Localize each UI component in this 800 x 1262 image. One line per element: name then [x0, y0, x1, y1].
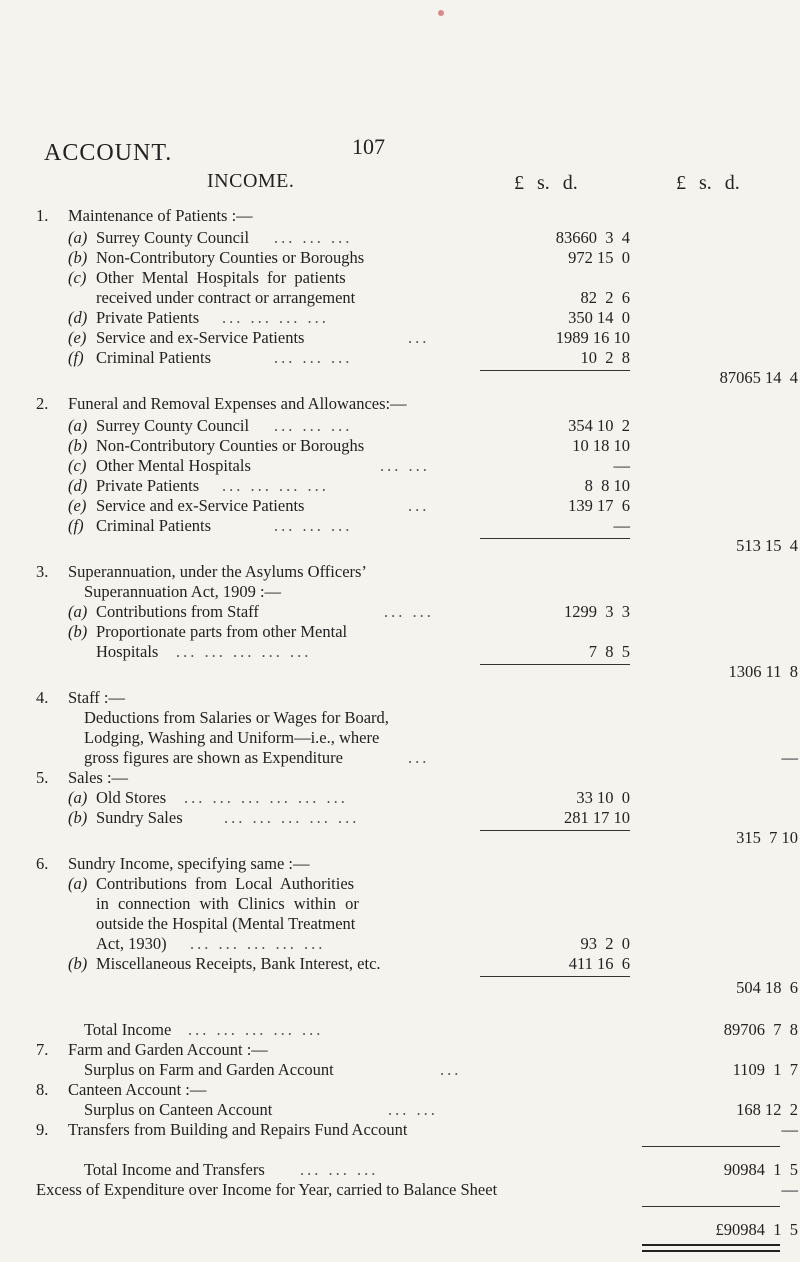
- item-label: Act, 1930): [96, 934, 167, 953]
- item-row: [0, 516, 800, 536]
- subtotal-amount: 82 2 6: [580, 288, 630, 307]
- item-label: Non-Contributory Counties or Boroughs: [96, 248, 365, 267]
- item-letter: (b): [68, 436, 88, 455]
- item-row: [0, 874, 800, 894]
- item-row: [0, 348, 800, 368]
- item-label: Private Patients: [96, 476, 200, 495]
- total-amount: —: [781, 1180, 798, 1199]
- item-letter: (a): [68, 602, 88, 621]
- subtotal-amount: 10 2 8: [580, 348, 630, 367]
- item-label: received under contract or arrangement: [96, 288, 356, 307]
- item-label: Canteen Account :—: [68, 1080, 207, 1099]
- item-row: [0, 954, 800, 974]
- item-label: Contributions from Staff: [96, 602, 259, 621]
- section-total-row: [0, 828, 800, 848]
- subtotal-amount: —: [613, 456, 630, 475]
- item-label: Excess of Expenditure over Income for Year, carried to Balance Sheet: [36, 1180, 498, 1199]
- item-row: [0, 708, 800, 728]
- item-row: [0, 728, 800, 748]
- item-label: Maintenance of Patients :—: [68, 206, 253, 225]
- total-amount: —: [781, 748, 798, 767]
- item-label: Criminal Patients: [96, 348, 212, 367]
- item-number: 1.: [36, 206, 49, 225]
- item-label: Proportionate parts from other Mental: [96, 622, 348, 641]
- item-label: Superannuation, under the Asylums Officers’: [68, 562, 367, 581]
- page-number: 107: [352, 134, 385, 159]
- item-row: [0, 1060, 800, 1080]
- subtotal-amount: 972 15 0: [568, 248, 630, 267]
- item-row: [0, 228, 800, 248]
- item-row: [0, 456, 800, 476]
- total-rule: [642, 1146, 780, 1147]
- item-label: in connection with Clinics within or: [96, 894, 359, 913]
- total-rule: [642, 1206, 780, 1207]
- total-amount: 315 7 10: [736, 828, 798, 847]
- grand-total-row: [0, 1220, 800, 1240]
- item-number: 6.: [36, 854, 49, 873]
- item-number: 4.: [36, 688, 49, 707]
- item-label: Surrey County Council: [96, 416, 250, 435]
- total-amount: 89706 7 8: [723, 1020, 798, 1039]
- subtotal-amount: 281 17 10: [564, 808, 630, 827]
- item-row: [0, 934, 800, 954]
- item-label: Hospitals: [96, 642, 159, 661]
- item-letter: (f): [68, 348, 84, 367]
- item-label: Total Income and Transfers: [84, 1160, 265, 1179]
- item-row: [0, 748, 800, 768]
- item-number: 5.: [36, 768, 49, 787]
- leader-dots: ... ... ... ... ... ...: [184, 788, 348, 807]
- section-total-row: [0, 662, 800, 682]
- item-row: [0, 268, 800, 288]
- item-label: Sales :—: [68, 768, 129, 787]
- item-number: 7.: [36, 1040, 49, 1059]
- item-row: [0, 206, 800, 226]
- item-row: [0, 394, 800, 414]
- item-row: [0, 1120, 800, 1140]
- item-row: [0, 808, 800, 828]
- leader-dots: ... ... ... ... ...: [188, 1020, 324, 1039]
- subtotal-rule: [480, 976, 630, 977]
- item-label: Deductions from Salaries or Wages for Board,: [84, 708, 389, 727]
- item-row: [0, 328, 800, 348]
- item-number: 8.: [36, 1080, 49, 1099]
- item-label: Transfers from Building and Repairs Fund Account: [68, 1120, 408, 1139]
- item-label: Other Mental Hospitals for patients: [96, 268, 346, 287]
- item-label: Farm and Garden Account :—: [68, 1040, 268, 1059]
- item-label: Sundry Income, specifying same :—: [68, 854, 310, 873]
- section-title-income: INCOME.: [207, 170, 295, 192]
- item-letter: (e): [68, 496, 87, 515]
- leader-dots: ... ... ... ... ...: [224, 808, 360, 827]
- item-letter: (a): [68, 416, 88, 435]
- item-row: [0, 496, 800, 516]
- item-label: Funeral and Removal Expenses and Allowances:—: [68, 394, 407, 413]
- total-amount: 1109 1 7: [732, 1060, 798, 1079]
- leader-dots: ... ... ... ... ...: [190, 934, 326, 953]
- item-row: [0, 894, 800, 914]
- item-row: [0, 416, 800, 436]
- item-row: [0, 1080, 800, 1100]
- leader-dots: ...: [408, 496, 430, 515]
- leader-dots: ...: [440, 1060, 462, 1079]
- column-header-totals: £ s. d.: [676, 172, 740, 194]
- item-label: Service and ex-Service Patients: [96, 328, 305, 347]
- item-row: [0, 622, 800, 642]
- item-number: 3.: [36, 562, 49, 581]
- column-header-subtotals: £ s. d.: [514, 172, 578, 194]
- section-total-row: [0, 536, 800, 556]
- item-label: Sundry Sales: [96, 808, 183, 827]
- leader-dots: ... ... ...: [274, 228, 353, 247]
- item-label: Old Stores: [96, 788, 167, 807]
- leader-dots: ... ... ... ...: [222, 308, 329, 327]
- subtotal-amount: 83660 3 4: [555, 228, 630, 247]
- item-label: Service and ex-Service Patients: [96, 496, 305, 515]
- subtotal-amount: 33 10 0: [576, 788, 630, 807]
- subtotal-amount: —: [613, 516, 630, 535]
- item-number: 2.: [36, 394, 49, 413]
- item-label: Staff :—: [68, 688, 125, 707]
- section-total-row: [0, 978, 800, 998]
- total-amount: 168 12 2: [736, 1100, 798, 1119]
- item-letter: (a): [68, 228, 88, 247]
- total-amount: 87065 14 4: [719, 368, 798, 387]
- leader-dots: ... ...: [388, 1100, 438, 1119]
- leader-dots: ... ...: [380, 456, 430, 475]
- total-amount: 90984 1 5: [723, 1160, 798, 1179]
- subtotal-amount: 354 10 2: [568, 416, 630, 435]
- item-row: [0, 1040, 800, 1060]
- page-mark: [438, 10, 444, 16]
- item-row: [0, 248, 800, 268]
- item-row: [0, 768, 800, 788]
- item-label: Superannuation Act, 1909 :—: [84, 582, 282, 601]
- section-total-row: [0, 368, 800, 388]
- subtotal-amount: 411 16 6: [568, 954, 630, 973]
- subtotal-amount: 10 18 10: [572, 436, 630, 455]
- item-label: Total Income: [84, 1020, 172, 1039]
- leader-dots: ...: [408, 748, 430, 767]
- item-label: outside the Hospital (Mental Treatment: [96, 914, 356, 933]
- leader-dots: ...: [408, 328, 430, 347]
- leader-dots: ... ... ...: [274, 516, 353, 535]
- item-label: gross figures are shown as Expenditure: [84, 748, 343, 767]
- leader-dots: ... ... ... ...: [222, 476, 329, 495]
- item-row: [0, 476, 800, 496]
- item-label: Surplus on Canteen Account: [84, 1100, 273, 1119]
- subtotal-amount: 93 2 0: [580, 934, 630, 953]
- item-row: [0, 642, 800, 662]
- item-row: [0, 854, 800, 874]
- subtotal-amount: 7 8 5: [588, 642, 630, 661]
- item-letter: (b): [68, 808, 88, 827]
- item-letter: (a): [68, 788, 88, 807]
- leader-dots: ... ... ...: [274, 348, 353, 367]
- item-letter: (b): [68, 248, 88, 267]
- item-letter: (a): [68, 874, 88, 893]
- page-heading-account: ACCOUNT.: [44, 140, 173, 166]
- subtotal-amount: 8 8 10: [584, 476, 630, 495]
- total-amount: 1306 11 8: [728, 662, 798, 681]
- item-letter: (c): [68, 268, 87, 287]
- subtotal-amount: 139 17 6: [568, 496, 630, 515]
- item-row: [0, 562, 800, 582]
- subtotal-amount: 1989 16 10: [555, 328, 630, 347]
- subtotal-amount: 1299 3 3: [564, 602, 630, 621]
- item-letter: (b): [68, 622, 88, 641]
- item-row: [0, 1100, 800, 1120]
- leader-dots: ... ...: [384, 602, 434, 621]
- total-amount: 513 15 4: [736, 536, 798, 555]
- item-letter: (d): [68, 308, 88, 327]
- item-row: [0, 308, 800, 328]
- item-number: 9.: [36, 1120, 49, 1139]
- item-letter: (e): [68, 328, 87, 347]
- leader-dots: ... ... ... ... ...: [176, 642, 312, 661]
- leader-dots: ... ... ...: [274, 416, 353, 435]
- item-label: Contributions from Local Authorities: [96, 874, 355, 893]
- item-row: [0, 914, 800, 934]
- item-row: [0, 788, 800, 808]
- item-label: Criminal Patients: [96, 516, 212, 535]
- item-label: Private Patients: [96, 308, 200, 327]
- item-letter: (f): [68, 516, 84, 535]
- item-letter: (b): [68, 954, 88, 973]
- item-row: [0, 688, 800, 708]
- item-row: [0, 582, 800, 602]
- item-letter: (d): [68, 476, 88, 495]
- grand-total-double-rule: [642, 1244, 780, 1252]
- total-amount: 504 18 6: [736, 978, 798, 997]
- item-row: [0, 436, 800, 456]
- item-row: [0, 1020, 800, 1040]
- item-row: [0, 1180, 800, 1200]
- item-label: Surrey County Council: [96, 228, 250, 247]
- subtotal-amount: 350 14 0: [568, 308, 630, 327]
- item-label: Miscellaneous Receipts, Bank Interest, etc.: [96, 954, 381, 973]
- total-amount: —: [781, 1120, 798, 1139]
- item-row: [0, 288, 800, 308]
- item-label: Surplus on Farm and Garden Account: [84, 1060, 334, 1079]
- item-letter: (c): [68, 456, 87, 475]
- item-label: Other Mental Hospitals: [96, 456, 251, 475]
- item-row: [0, 1160, 800, 1180]
- leader-dots: ... ... ...: [300, 1160, 379, 1179]
- item-label: Lodging, Washing and Uniform—i.e., where: [84, 728, 380, 747]
- item-label: Non-Contributory Counties or Boroughs: [96, 436, 365, 455]
- grand-total-amount: £90984 1 5: [715, 1220, 798, 1239]
- item-row: [0, 602, 800, 622]
